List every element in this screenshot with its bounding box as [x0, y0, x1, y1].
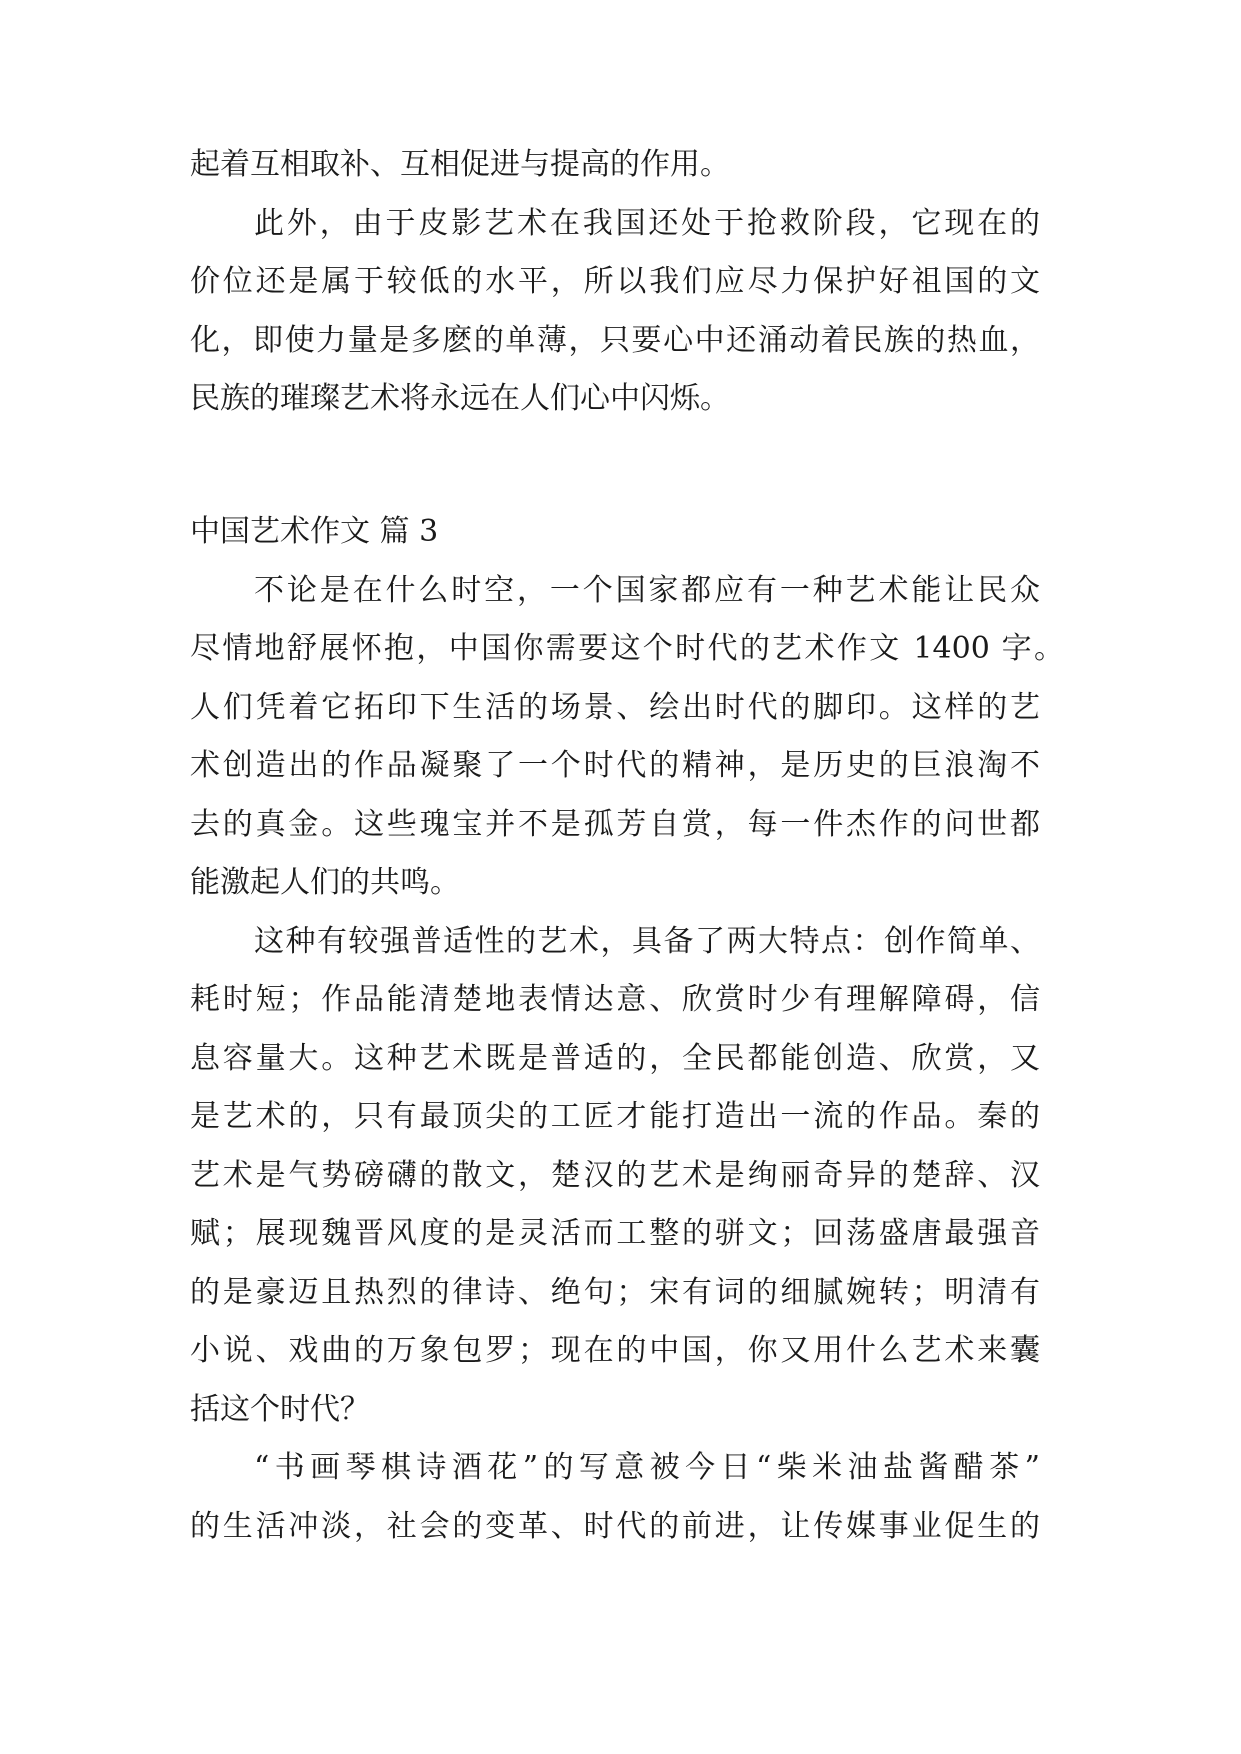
- paragraph-line: 化，即使力量是多麽的单薄，只要心中还涌动着民族的热血，: [190, 323, 1040, 358]
- paragraph-line: 去的真金。这些瑰宝并不是孤芳自赏，每一件杰作的问世都: [190, 807, 1040, 842]
- paragraph-line: 这种有较强普适性的艺术，具备了两大特点：创作简单、: [254, 924, 1040, 959]
- paragraph-line: 民族的璀璨艺术将永远在人们心中闪烁。: [190, 381, 730, 416]
- paragraph-line: 术创造出的作品凝聚了一个时代的精神，是历史的巨浪淘不: [190, 748, 1040, 783]
- paragraph-line: 耗时短；作品能清楚地表情达意、欣赏时少有理解障碍，信: [190, 982, 1040, 1017]
- section-heading: 中国艺术作文 篇 3: [190, 514, 439, 549]
- paragraph-line: 小说、戏曲的万象包罗；现在的中国，你又用什么艺术来囊: [190, 1333, 1040, 1368]
- paragraph-line: “书画琴棋诗酒花”的写意被今日“柴米油盐酱醋茶”: [254, 1450, 1040, 1485]
- paragraph-line: 括这个时代？: [190, 1392, 370, 1427]
- paragraph-line: 赋；展现魏晋风度的是灵活而工整的骈文；回荡盛唐最强音: [190, 1216, 1040, 1251]
- paragraph-line: 不论是在什么时空，一个国家都应有一种艺术能让民众: [254, 573, 1040, 608]
- paragraph-line: 是艺术的，只有最顶尖的工匠才能打造出一流的作品。秦的: [190, 1099, 1040, 1134]
- paragraph-line: 起着互相取补、互相促进与提高的作用。: [190, 147, 730, 182]
- paragraph-line: 息容量大。这种艺术既是普适的，全民都能创造、欣赏，又: [190, 1041, 1040, 1076]
- paragraph-line: 的是豪迈且热烈的律诗、绝句；宋有词的细腻婉转；明清有: [190, 1275, 1040, 1310]
- paragraph-line: 尽情地舒展怀抱，中国你需要这个时代的艺术作文 1400 字。: [190, 631, 1064, 666]
- paragraph-line: 此外，由于皮影艺术在我国还处于抢救阶段，它现在的: [254, 206, 1040, 241]
- paragraph-line: 能激起人们的共鸣。: [190, 865, 460, 900]
- paragraph-line: 价位还是属于较低的水平，所以我们应尽力保护好祖国的文: [190, 264, 1040, 299]
- paragraph-line: 艺术是气势磅礴的散文，楚汉的艺术是绚丽奇异的楚辞、汉: [190, 1158, 1040, 1193]
- paragraph-line: 人们凭着它拓印下生活的场景、绘出时代的脚印。这样的艺: [190, 690, 1040, 725]
- paragraph-line: 的生活冲淡，社会的变革、时代的前进，让传媒事业促生的: [190, 1509, 1040, 1544]
